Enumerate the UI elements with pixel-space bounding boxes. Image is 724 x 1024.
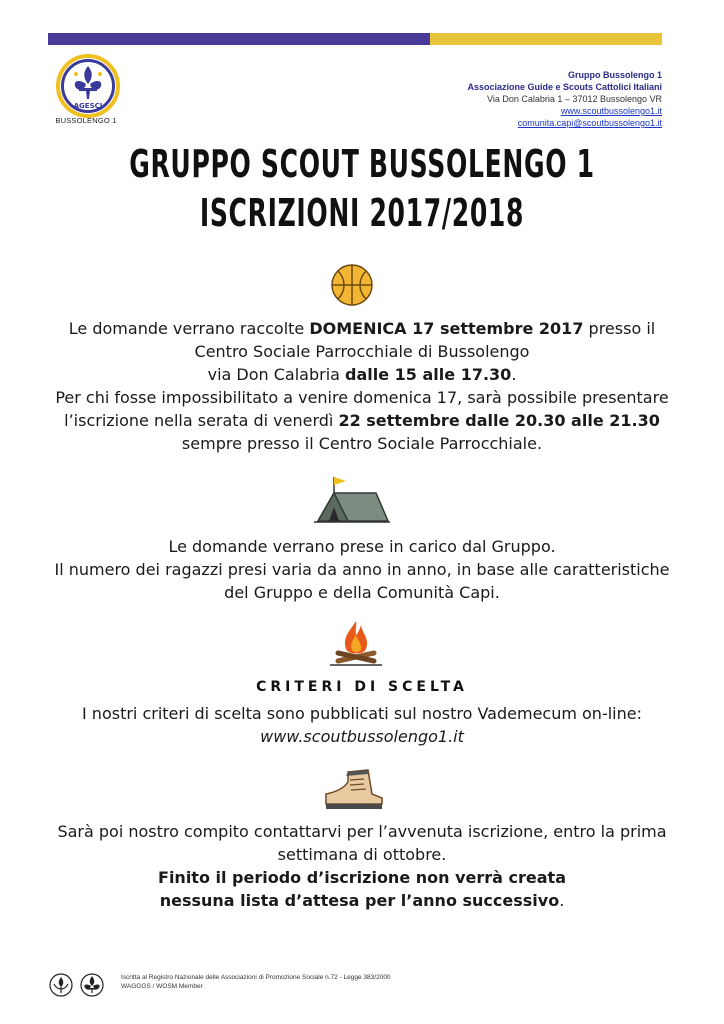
no-waiting-list-1: Finito il periodo d’iscrizione non verrà creata xyxy=(158,868,566,887)
section-selection xyxy=(30,535,694,604)
reg-date-sunday: DOMENICA 17 settembre 2017 xyxy=(309,319,584,338)
reg-line-5-a: l’iscrizione nella serata di venerdì xyxy=(64,411,339,430)
footer-logos xyxy=(48,972,106,998)
reg-time-sunday: dalle 15 alle 17.30 xyxy=(345,365,512,384)
top-bar-yellow xyxy=(430,33,662,45)
section-contact xyxy=(30,820,694,912)
address: Via Don Calabria 1 – 37012 Bussolengo VR xyxy=(487,94,662,104)
logo-caption: BUSSOLENGO 1 xyxy=(55,116,117,125)
top-color-bar xyxy=(48,33,662,45)
contact-line-3 xyxy=(30,866,694,889)
reg-line-2: Centro Sociale Parrocchiale di Bussolengo xyxy=(194,342,530,361)
logo-agesci-text: AGESCI xyxy=(73,102,103,110)
boot-icon xyxy=(322,766,386,812)
wosm-icon xyxy=(81,974,103,996)
reg-date-friday: 22 settembre dalle 20.30 alle 21.30 xyxy=(338,411,660,430)
reg-line-6: sempre presso il Centro Sociale Parrocchiale. xyxy=(181,434,543,453)
sel-line-3: del Gruppo e della Comunità Capi. xyxy=(224,583,500,602)
contact-line-2: settimana di ottobre. xyxy=(277,845,447,864)
tent-icon xyxy=(312,473,392,525)
no-waiting-list-2: nessuna lista d’attesa per l’anno successivo xyxy=(159,891,560,910)
reg-line-3-c: . xyxy=(511,365,517,384)
footer-line-2: WAGGGS / WOSM Member xyxy=(121,983,203,990)
campfire-icon xyxy=(328,617,384,667)
reg-line-1 xyxy=(30,317,694,340)
email-link[interactable]: comunita.capi@scoutbussolengo1.it xyxy=(517,118,662,128)
section-registration xyxy=(30,317,694,455)
crit-website[interactable]: www.scoutbussolengo1.it xyxy=(260,727,464,746)
contact-line-1: Sarà poi nostro compito contattarvi per l’avvenuta iscrizione, entro la prima xyxy=(57,822,667,841)
reg-line-1-a: Le domande verrano raccolte xyxy=(68,319,310,338)
top-bar-purple xyxy=(48,33,430,45)
sel-line-2: Il numero dei ragazzi presi varia da anno in anno, in base alle caratteristiche xyxy=(54,560,670,579)
section-criteria xyxy=(30,702,694,748)
footer-line-1: Iscritta al Registro Nazionale delle Associazioni di Promozione Sociale n.72 - Legge 383/2000 xyxy=(121,974,391,981)
reg-line-5 xyxy=(30,409,694,432)
reg-line-4: Per chi fosse impossibilitato a venire domenica 17, sarà possibile presentare xyxy=(55,388,669,407)
sel-line-1: Le domande verrano prese in carico dal Gruppo. xyxy=(168,537,556,556)
reg-line-3-a: via Don Calabria xyxy=(207,365,346,384)
title-line-2: ISCRIZIONI 2017/2018 xyxy=(199,191,525,235)
reg-line-3 xyxy=(30,363,694,386)
criteria-heading: CRITERI DI SCELTA xyxy=(256,679,468,695)
footer-text xyxy=(121,973,391,991)
reg-line-1-c: presso il xyxy=(583,319,656,338)
title-line-1: GRUPPO SCOUT BUSSOLENGO 1 xyxy=(129,142,595,186)
contact-line-4-end: . xyxy=(559,891,565,910)
basketball-icon xyxy=(330,263,374,307)
wagggs-icon xyxy=(50,974,72,996)
org-name: Gruppo Bussolengo 1 xyxy=(567,70,662,80)
contact-block xyxy=(467,69,662,129)
website-link[interactable]: www.scoutbussolengo1.it xyxy=(560,106,662,116)
association-name: Associazione Guide e Scouts Cattolici Italiani xyxy=(467,82,662,92)
crit-line-1: I nostri criteri di scelta sono pubblicati sul nostro Vademecum on-line: xyxy=(82,704,642,723)
contact-line-4 xyxy=(30,889,694,912)
